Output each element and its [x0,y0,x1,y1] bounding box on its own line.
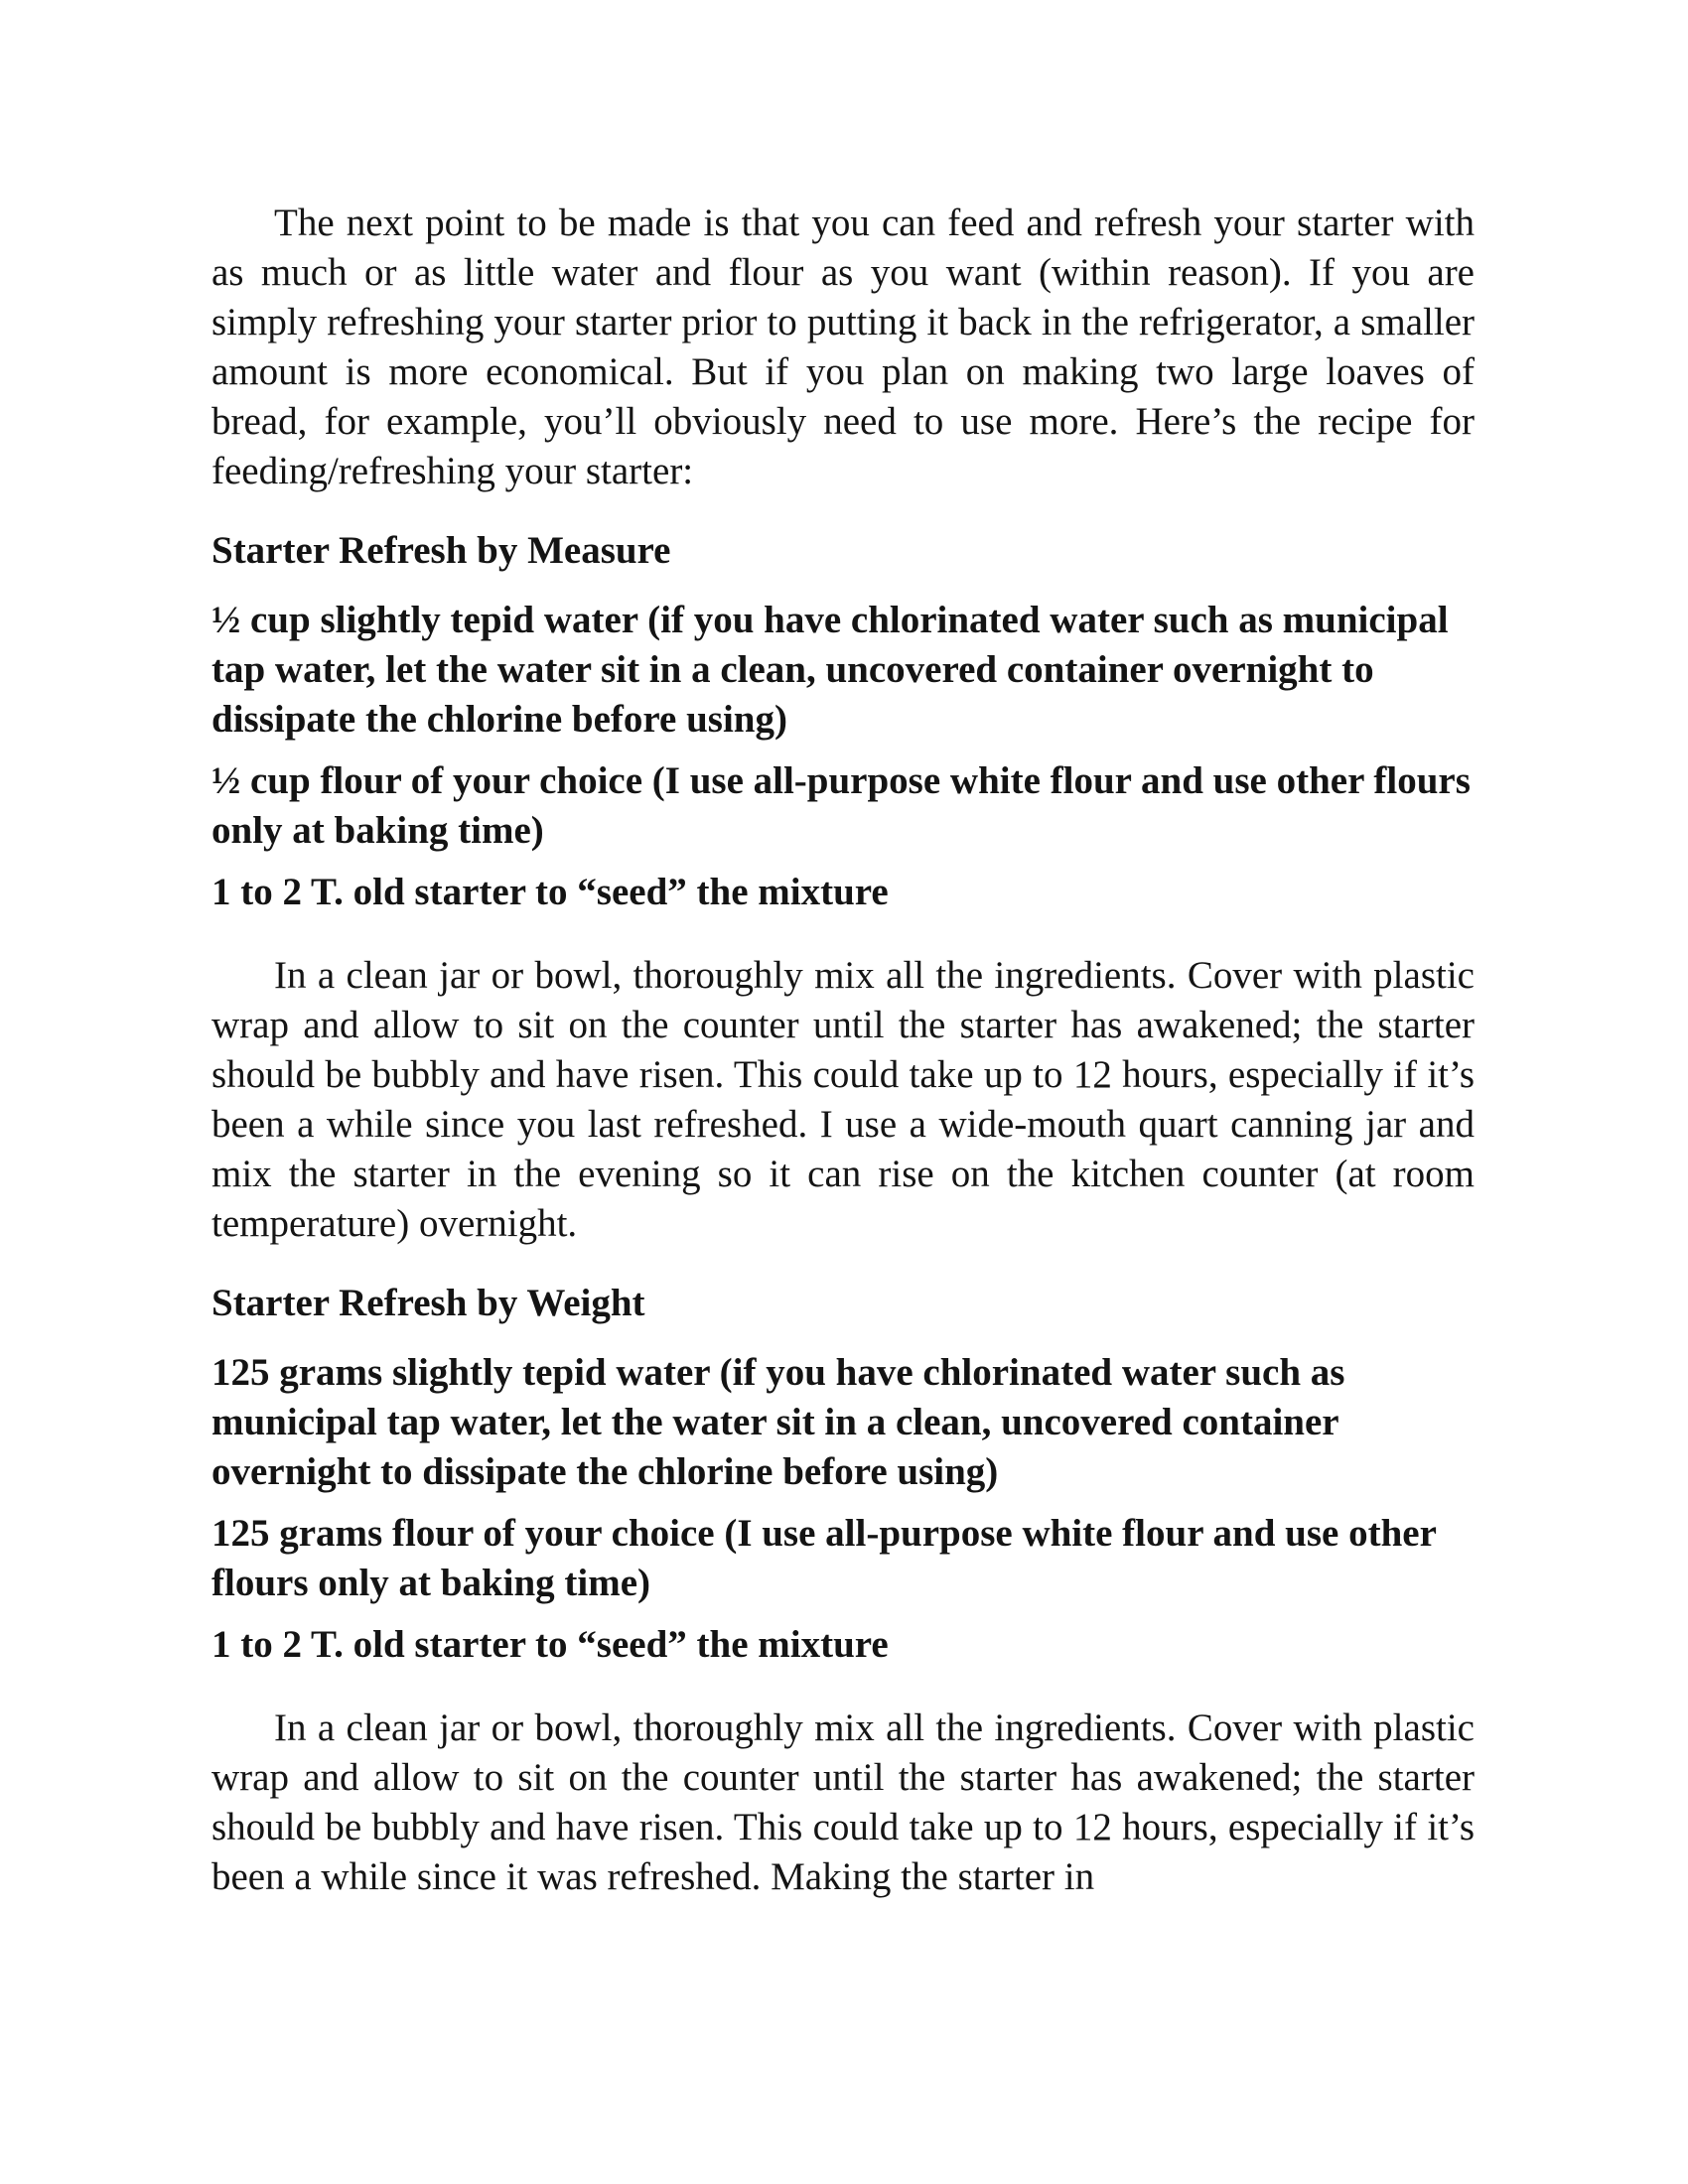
weight-ingredient-water: 125 grams slightly tepid water (if you have chlorinated water such as municipal tap water, let the water sit in a clean, uncovered container overnight to dissipate the chlorine before using) [211,1351,1345,1493]
weight-ingredient-starter: 1 to 2 T. old starter to “seed” the mixture [211,1623,889,1666]
weight-heading: Starter Refresh by Weight [211,1282,645,1324]
measure-section [211,526,1475,1249]
intro-paragraph: The next point to be made is that you can feed and refresh your starter with as much or as little water and flour as you want (within reason). If you are simply refreshing your starter prior to putting it back in the refrigerator, a smaller amount is more economical. But if you plan on making two large loaves of bread, for example, you’ll obviously need to use more. Here’s the recipe for feeding/refreshing your starter: [211,202,1475,492]
measure-ingredient-starter: 1 to 2 T. old starter to “seed” the mixture [211,871,889,913]
weight-section [211,1279,1475,1902]
measure-heading: Starter Refresh by Measure [211,529,671,572]
weight-instructions: In a clean jar or bowl, thoroughly mix all the ingredients. Cover with plastic wrap and allow to sit on the counter until the starter has awakened; the starter should be bubbly and have risen. This could take up to 12 hours, especially if it’s been a while since it was refreshed. Making the starter in [211,1706,1475,1898]
weight-ingredient-flour: 125 grams flour of your choice (I use all-purpose white flour and use other flours only at baking time) [211,1512,1437,1604]
document-page [211,199,1475,1902]
measure-ingredient-flour: ½ cup flour of your choice (I use all-purpose white flour and use other flours only at baking time) [211,759,1471,852]
measure-instructions: In a clean jar or bowl, thoroughly mix all the ingredients. Cover with plastic wrap and allow to sit on the counter until the starter has awakened; the starter should be bubbly and have risen. This could take up to 12 hours, especially if it’s been a while since you last refreshed. I use a wide-mouth quart canning jar and mix the starter in the evening so it can rise on the kitchen counter (at room temperature) overnight. [211,954,1475,1245]
measure-ingredient-water: ½ cup slightly tepid water (if you have chlorinated water such as municipal tap water, let the water sit in a clean, uncovered container overnight to dissipate the chlorine before using) [211,599,1449,741]
